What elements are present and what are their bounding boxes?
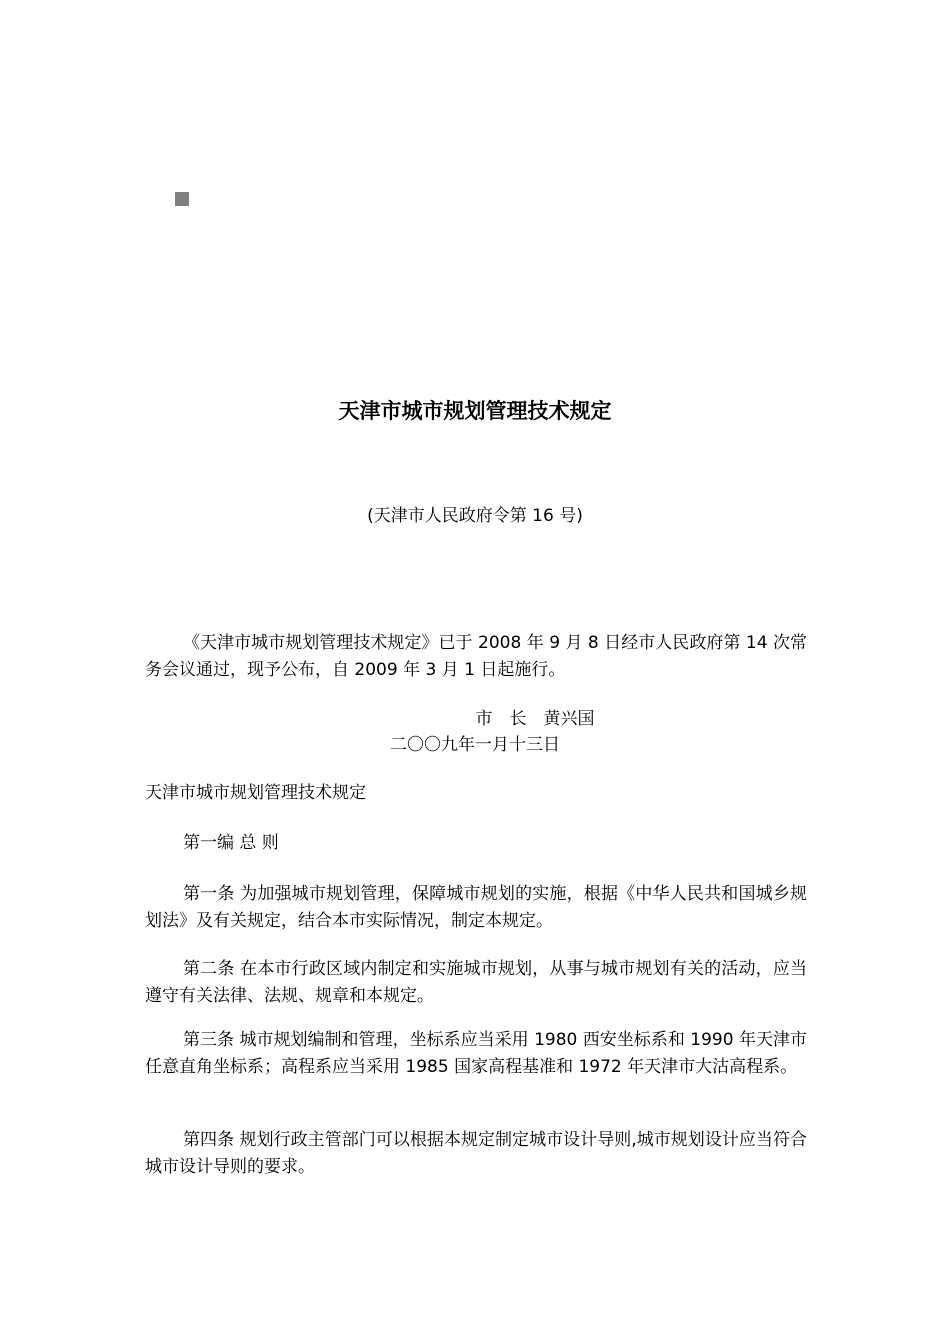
document-title: 天津市城市规划管理技术规定 [338, 399, 612, 423]
signature-date: 二〇〇九年一月十三日 [390, 735, 560, 755]
article-1: 第一条 为加强城市规划管理，保障城市规划的实施，根据《中华人民共和国城乡规划法》及有关规定，结合本市实际情况，制定本规定。 [145, 884, 807, 931]
article-3: 第三条 城市规划编制和管理，坐标系应当采用 1980 西安坐标系和 1990 年天津市任意直角坐标系；高程系应当采用 1985 国家高程基准和 1972 年天津市大沽高程系。 [145, 1030, 807, 1077]
chapter-heading: 第一编 总 则 [183, 833, 279, 853]
announcement-paragraph: 《天津市城市规划管理技术规定》已于 2008 年 9 月 8 日经市人民政府第 14 次常务会议通过，现予公布，自 2009 年 3 月 1 日起施行。 [145, 633, 807, 680]
document-subtitle: (天津市人民政府令第 16 号) [367, 506, 583, 526]
section-heading: 天津市城市规划管理技术规定 [145, 783, 366, 803]
square-bullet-icon [175, 192, 189, 206]
article-4: 第四条 规划行政主管部门可以根据本规定制定城市设计导则,城市规划设计应当符合城市设计导则的要求。 [145, 1130, 807, 1177]
article-2: 第二条 在本市行政区域内制定和实施城市规划，从事与城市规划有关的活动，应当遵守有关法律、法规、规章和本规定。 [145, 959, 807, 1006]
signature-mayor: 市 长 黄兴国 [475, 709, 595, 729]
